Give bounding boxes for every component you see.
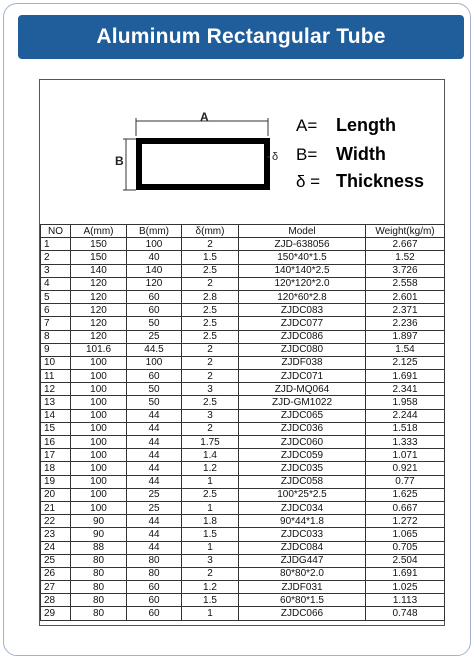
table-row xyxy=(41,356,445,369)
cell-no: 25 xyxy=(41,554,71,567)
cell-weight: 2.341 xyxy=(366,383,445,396)
cell-a: 120 xyxy=(71,317,127,330)
cell-delta: 1 xyxy=(182,501,239,514)
cell-no: 22 xyxy=(41,515,71,528)
cell-b: 60 xyxy=(127,607,182,620)
cell-model: ZJD-MQ064 xyxy=(239,383,366,396)
cell-weight: 0.705 xyxy=(366,541,445,554)
cell-weight: 1.333 xyxy=(366,436,445,449)
cell-model: ZJDC077 xyxy=(239,317,366,330)
cell-a: 90 xyxy=(71,515,127,528)
cell-a: 120 xyxy=(71,290,127,303)
header-model: Model xyxy=(239,225,366,238)
cell-b: 140 xyxy=(127,264,182,277)
cell-delta: 1.75 xyxy=(182,436,239,449)
cell-no: 8 xyxy=(41,330,71,343)
cell-no: 21 xyxy=(41,501,71,514)
cell-a: 101.6 xyxy=(71,343,127,356)
cell-b: 60 xyxy=(127,581,182,594)
cell-weight: 1.958 xyxy=(366,396,445,409)
legend-symbol: B= xyxy=(296,145,318,164)
table-row xyxy=(41,567,445,580)
cell-b: 40 xyxy=(127,251,182,264)
table-header-row xyxy=(41,225,445,238)
cell-a: 100 xyxy=(71,436,127,449)
cell-delta: 2 xyxy=(182,356,239,369)
cell-a: 150 xyxy=(71,238,127,251)
cell-no: 9 xyxy=(41,343,71,356)
cell-no: 28 xyxy=(41,594,71,607)
spec-sheet xyxy=(39,79,445,626)
cell-weight: 1.113 xyxy=(366,594,445,607)
header-delta: δ(mm) xyxy=(182,225,239,238)
table-row xyxy=(41,370,445,383)
table-row xyxy=(41,581,445,594)
cell-a: 100 xyxy=(71,409,127,422)
page-title: Aluminum Rectangular Tube xyxy=(96,25,386,48)
cell-weight: 2.244 xyxy=(366,409,445,422)
cell-a: 80 xyxy=(71,594,127,607)
cell-delta: 2 xyxy=(182,567,239,580)
cell-no: 6 xyxy=(41,304,71,317)
cell-a: 90 xyxy=(71,528,127,541)
cell-delta: 1.4 xyxy=(182,449,239,462)
cell-no: 4 xyxy=(41,277,71,290)
cell-model: ZJDC034 xyxy=(239,501,366,514)
cell-weight: 3.726 xyxy=(366,264,445,277)
cell-no: 16 xyxy=(41,436,71,449)
cell-weight: 0.77 xyxy=(366,475,445,488)
cell-model: ZJDC083 xyxy=(239,304,366,317)
page-frame xyxy=(3,3,471,656)
cell-weight: 1.025 xyxy=(366,581,445,594)
cell-no: 10 xyxy=(41,356,71,369)
cell-b: 44 xyxy=(127,422,182,435)
table-row xyxy=(41,343,445,356)
table-row xyxy=(41,462,445,475)
cell-no: 11 xyxy=(41,370,71,383)
header-b: B(mm) xyxy=(127,225,182,238)
cell-b: 44 xyxy=(127,541,182,554)
cell-weight: 2.667 xyxy=(366,238,445,251)
cell-no: 20 xyxy=(41,488,71,501)
cell-weight: 0.748 xyxy=(366,607,445,620)
cell-delta: 2.5 xyxy=(182,488,239,501)
cell-model: ZJDC080 xyxy=(239,343,366,356)
table-row xyxy=(41,528,445,541)
cell-weight: 1.065 xyxy=(366,528,445,541)
cell-model: ZJDC033 xyxy=(239,528,366,541)
cell-model: ZJDC084 xyxy=(239,541,366,554)
cell-no: 29 xyxy=(41,607,71,620)
cell-no: 27 xyxy=(41,581,71,594)
cell-b: 44.5 xyxy=(127,343,182,356)
cell-model: ZJDC060 xyxy=(239,436,366,449)
cell-b: 25 xyxy=(127,501,182,514)
dimension-label-b: B xyxy=(115,154,124,168)
cell-no: 7 xyxy=(41,317,71,330)
cell-delta: 1 xyxy=(182,541,239,554)
cell-weight: 2.371 xyxy=(366,304,445,317)
cell-a: 88 xyxy=(71,541,127,554)
table-row xyxy=(41,436,445,449)
cell-no: 5 xyxy=(41,290,71,303)
cell-b: 44 xyxy=(127,449,182,462)
table-row xyxy=(41,409,445,422)
cell-model: ZJD-638056 xyxy=(239,238,366,251)
cell-a: 80 xyxy=(71,607,127,620)
cell-a: 100 xyxy=(71,356,127,369)
cell-delta: 1 xyxy=(182,607,239,620)
cell-model: ZJDC035 xyxy=(239,462,366,475)
header-weight: Weight(kg/m) xyxy=(366,225,445,238)
cell-weight: 1.272 xyxy=(366,515,445,528)
cell-no: 3 xyxy=(41,264,71,277)
legend-text: Thickness xyxy=(336,171,425,191)
cell-model: ZJDC059 xyxy=(239,449,366,462)
cell-model: ZJDF031 xyxy=(239,581,366,594)
cell-model: 120*60*2.8 xyxy=(239,290,366,303)
cell-model: ZJDC086 xyxy=(239,330,366,343)
table-row xyxy=(41,501,445,514)
cell-a: 80 xyxy=(71,567,127,580)
cell-b: 50 xyxy=(127,396,182,409)
cell-a: 150 xyxy=(71,251,127,264)
cell-model: ZJDC071 xyxy=(239,370,366,383)
cell-model: 100*25*2.5 xyxy=(239,488,366,501)
cell-a: 120 xyxy=(71,304,127,317)
cell-weight: 1.897 xyxy=(366,330,445,343)
cell-a: 100 xyxy=(71,396,127,409)
cell-weight: 1.691 xyxy=(366,567,445,580)
cell-a: 100 xyxy=(71,462,127,475)
table-row xyxy=(41,330,445,343)
cell-model: ZJDC058 xyxy=(239,475,366,488)
cell-delta: 2 xyxy=(182,422,239,435)
cell-a: 100 xyxy=(71,422,127,435)
cell-model: ZJDC066 xyxy=(239,607,366,620)
cell-weight: 2.125 xyxy=(366,356,445,369)
tube-diagram xyxy=(40,80,444,224)
cell-delta: 3 xyxy=(182,409,239,422)
cell-model: ZJDF038 xyxy=(239,356,366,369)
cell-model: ZJDG447 xyxy=(239,554,366,567)
cell-a: 140 xyxy=(71,264,127,277)
table-row xyxy=(41,251,445,264)
cell-a: 100 xyxy=(71,383,127,396)
cell-no: 17 xyxy=(41,449,71,462)
cell-model: ZJD-GM1022 xyxy=(239,396,366,409)
cell-a: 80 xyxy=(71,581,127,594)
cell-weight: 1.54 xyxy=(366,343,445,356)
cell-delta: 1.5 xyxy=(182,251,239,264)
dimension-label-a: A xyxy=(200,110,209,124)
cell-b: 60 xyxy=(127,370,182,383)
cell-b: 80 xyxy=(127,567,182,580)
cell-no: 15 xyxy=(41,422,71,435)
table-row xyxy=(41,238,445,251)
cell-model: 60*80*1.5 xyxy=(239,594,366,607)
cell-weight: 2.236 xyxy=(366,317,445,330)
table-row xyxy=(41,475,445,488)
cell-weight: 1.691 xyxy=(366,370,445,383)
cell-a: 100 xyxy=(71,370,127,383)
legend-thickness xyxy=(296,171,424,192)
cell-b: 60 xyxy=(127,594,182,607)
header-no: NO xyxy=(41,225,71,238)
cell-delta: 2.8 xyxy=(182,290,239,303)
cell-b: 44 xyxy=(127,515,182,528)
cell-a: 100 xyxy=(71,449,127,462)
cell-a: 100 xyxy=(71,488,127,501)
cell-weight: 2.558 xyxy=(366,277,445,290)
cell-delta: 1 xyxy=(182,475,239,488)
cell-model: 90*44*1.8 xyxy=(239,515,366,528)
dimension-label-delta: δ xyxy=(272,151,279,163)
cell-delta: 1.2 xyxy=(182,581,239,594)
cell-weight: 1.52 xyxy=(366,251,445,264)
cell-no: 14 xyxy=(41,409,71,422)
cell-delta: 3 xyxy=(182,383,239,396)
cell-a: 100 xyxy=(71,501,127,514)
cell-b: 60 xyxy=(127,290,182,303)
legend-symbol: δ = xyxy=(296,172,321,191)
cell-delta: 2.5 xyxy=(182,330,239,343)
cell-weight: 1.518 xyxy=(366,422,445,435)
legend-symbol: A= xyxy=(296,116,318,135)
table-body xyxy=(41,238,445,620)
table-row xyxy=(41,317,445,330)
cell-b: 44 xyxy=(127,475,182,488)
cell-b: 60 xyxy=(127,304,182,317)
legend-text: Length xyxy=(336,115,396,135)
cell-weight: 1.625 xyxy=(366,488,445,501)
table-row xyxy=(41,541,445,554)
cell-b: 50 xyxy=(127,383,182,396)
cell-no: 2 xyxy=(41,251,71,264)
cell-b: 44 xyxy=(127,462,182,475)
table-row xyxy=(41,304,445,317)
table-row xyxy=(41,383,445,396)
cell-b: 44 xyxy=(127,409,182,422)
cell-b: 120 xyxy=(127,277,182,290)
cell-delta: 2.5 xyxy=(182,396,239,409)
table-row xyxy=(41,488,445,501)
cell-model: 150*40*1.5 xyxy=(239,251,366,264)
table-row xyxy=(41,277,445,290)
table-row xyxy=(41,449,445,462)
cell-delta: 3 xyxy=(182,554,239,567)
cell-delta: 2.5 xyxy=(182,264,239,277)
cell-model: 120*120*2.0 xyxy=(239,277,366,290)
cell-delta: 2 xyxy=(182,343,239,356)
cell-no: 24 xyxy=(41,541,71,554)
cell-a: 100 xyxy=(71,475,127,488)
cell-delta: 2.5 xyxy=(182,317,239,330)
legend-width xyxy=(296,144,386,165)
cell-delta: 2 xyxy=(182,277,239,290)
cell-a: 120 xyxy=(71,330,127,343)
table-row xyxy=(41,594,445,607)
cell-delta: 1.5 xyxy=(182,528,239,541)
cell-no: 1 xyxy=(41,238,71,251)
table-row xyxy=(41,515,445,528)
legend-length xyxy=(296,115,396,136)
spec-table xyxy=(40,224,445,621)
cell-delta: 1.5 xyxy=(182,594,239,607)
cell-no: 13 xyxy=(41,396,71,409)
cell-delta: 1.8 xyxy=(182,515,239,528)
cell-b: 25 xyxy=(127,488,182,501)
cell-b: 100 xyxy=(127,238,182,251)
table-row xyxy=(41,290,445,303)
cell-no: 18 xyxy=(41,462,71,475)
cell-weight: 1.071 xyxy=(366,449,445,462)
cell-delta: 1.2 xyxy=(182,462,239,475)
table-row xyxy=(41,422,445,435)
header-a: A(mm) xyxy=(71,225,127,238)
cell-no: 12 xyxy=(41,383,71,396)
cell-delta: 2 xyxy=(182,370,239,383)
legend-text: Width xyxy=(336,144,386,164)
cell-a: 120 xyxy=(71,277,127,290)
cell-b: 25 xyxy=(127,330,182,343)
cell-no: 23 xyxy=(41,528,71,541)
title-banner xyxy=(18,15,464,59)
cell-delta: 2.5 xyxy=(182,304,239,317)
cell-weight: 2.601 xyxy=(366,290,445,303)
cell-delta: 2 xyxy=(182,238,239,251)
table-row xyxy=(41,264,445,277)
cell-b: 44 xyxy=(127,436,182,449)
cell-weight: 0.921 xyxy=(366,462,445,475)
table-row xyxy=(41,396,445,409)
cell-weight: 2.504 xyxy=(366,554,445,567)
cell-model: ZJDC036 xyxy=(239,422,366,435)
cell-model: 80*80*2.0 xyxy=(239,567,366,580)
cell-b: 100 xyxy=(127,356,182,369)
cell-model: ZJDC065 xyxy=(239,409,366,422)
table-row xyxy=(41,607,445,620)
cell-b: 80 xyxy=(127,554,182,567)
cell-model: 140*140*2.5 xyxy=(239,264,366,277)
cell-no: 19 xyxy=(41,475,71,488)
cell-no: 26 xyxy=(41,567,71,580)
cell-a: 80 xyxy=(71,554,127,567)
table-row xyxy=(41,554,445,567)
cell-b: 50 xyxy=(127,317,182,330)
cell-weight: 0.667 xyxy=(366,501,445,514)
cell-b: 44 xyxy=(127,528,182,541)
